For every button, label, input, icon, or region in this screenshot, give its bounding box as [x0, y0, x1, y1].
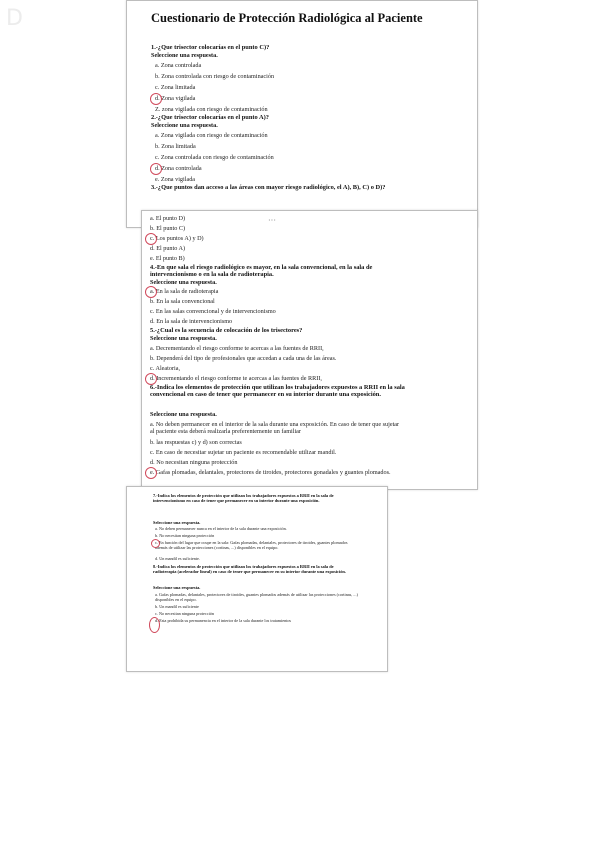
- question-5-option-b[interactable]: b. Dependerá del tipo de profesionales que accedan a cada una de las áreas.: [150, 355, 337, 362]
- question-2-option-d[interactable]: d. Zona controlada: [155, 165, 202, 172]
- question-8-option-a[interactable]: a. Gafas plomadas, delantales, protectores de tiroides, guantes plomados además de utilizar las protecciones (cortinas, ...) disponibles en el equipo.: [155, 592, 358, 602]
- question-1-option-c[interactable]: c. Zona limitada: [155, 84, 196, 91]
- question-2-option-b[interactable]: b. Zona limitada: [155, 143, 196, 150]
- question-3-option-a[interactable]: a. El punto D): [150, 215, 186, 222]
- question-4-option-c[interactable]: c. En las salas convencional y de intervencionismo: [150, 308, 276, 315]
- question-2-option-c[interactable]: c. Zona controlada con riesgo de contaminación: [155, 154, 274, 161]
- question-4-option-d[interactable]: d. En la sala de intervencionismo: [150, 318, 233, 325]
- question-1-option-e[interactable]: Z. zona vigilada con riesgo de contaminación: [155, 106, 268, 113]
- question-1-text: 1.-¿Que trisector colocarías en el punto C)?: [151, 44, 270, 51]
- question-2-option-e[interactable]: e. Zona vigilada: [155, 176, 196, 183]
- question-8-text: 8.-Indica los elementos de protección que utilizan los trabajadores expuestos a RRII en la sala de radioterapia (acelerador lineal) en caso de tener que permanecer en su interior durante una exposición.: [153, 564, 346, 574]
- question-4-text: 4.-En que sala el riesgo radiológico es mayor, en la sala convencional, en la sala de intervencionismo o en la sala de radioterapia.: [150, 264, 373, 279]
- page-sheet-3: [126, 486, 388, 672]
- question-5-text: 5.-¿Cual es la secuencia de colocación de los trisectores?: [150, 327, 303, 334]
- answer-mark-circle: [150, 163, 162, 175]
- page-sheet-1: [126, 0, 478, 228]
- question-2-option-a[interactable]: a. Zona vigilada con riesgo de contaminación: [155, 132, 268, 139]
- question-6-option-d[interactable]: d. No necesitan ninguna protección: [150, 459, 238, 466]
- question-3-option-e[interactable]: e. El punto B): [150, 255, 185, 262]
- question-6-select-label: Seleccione una respuesta.: [150, 411, 217, 418]
- question-8-option-c[interactable]: c. No necesitan ninguna protección: [155, 611, 214, 616]
- question-7-text: 7.-Indica los elementos de protección que utilizan los trabajadores expuestos a RRII en la sala de intervencionismo en caso de tener que permanecer en su interior durante una exposición.: [153, 493, 334, 503]
- answer-mark-circle: [145, 286, 157, 298]
- question-4-select-label: Seleccione una respuesta.: [150, 279, 217, 286]
- question-3-option-c[interactable]: c. Los puntos A) y D): [150, 235, 204, 242]
- question-1-option-a[interactable]: a. Zona controlada: [155, 62, 202, 69]
- question-7-option-b[interactable]: b. No necesitan ninguna protección: [155, 533, 215, 538]
- question-6-option-e[interactable]: e. Gafas plomadas, delantales, protectores de tiroides, protectores gonadales y guantes plomados.: [150, 469, 391, 476]
- question-6-text: 6.-Indica los elementos de protección que utilizan los trabajadores expuestos a RRII en la sala convencional en caso de tener que permanecer en su interior durante una exposición.: [150, 384, 405, 399]
- document-title: Cuestionario de Protección Radiológica al Paciente: [151, 11, 423, 25]
- question-6-option-b[interactable]: b. las respuestas c) y d) son correctas: [150, 439, 242, 446]
- question-3-option-d[interactable]: d. El punto A): [150, 245, 186, 252]
- question-8-option-d[interactable]: d. Esta prohibida su permanencia en el interior de la sala durante los tratamientos: [155, 618, 292, 623]
- question-5-option-c[interactable]: c. Aleatoria,: [150, 365, 181, 372]
- question-6-option-c[interactable]: c. En caso de necesitar sujetar un paciente es recomendable utilizar mandil.: [150, 449, 337, 456]
- question-5-option-a[interactable]: a. Decrementando el riesgo conforme te acercas a las fuentes de RRII,: [150, 345, 324, 352]
- question-3-option-b[interactable]: b. El punto C): [150, 225, 186, 232]
- question-8-select-label: Seleccione una respuesta.: [153, 585, 201, 590]
- question-5-option-d[interactable]: d. Incrementando el riesgo conforme te acercas a las fuentes de RRII,: [150, 375, 322, 382]
- more-ellipsis-icon: ···: [268, 216, 276, 225]
- answer-mark-circle: [145, 373, 157, 385]
- answer-mark-circle: [145, 233, 157, 245]
- answer-mark-circle: [149, 617, 160, 633]
- question-1-option-d[interactable]: d. Zona vigilada: [155, 95, 196, 102]
- question-7-option-d[interactable]: d. Un mandil es suficiente.: [155, 556, 200, 561]
- answer-mark-circle: [151, 539, 160, 548]
- background-letter-d: D: [6, 6, 23, 31]
- answer-mark-circle: [145, 467, 157, 479]
- question-7-select-label: Seleccione una respuesta.: [153, 520, 201, 525]
- question-1-select-label: Seleccione una respuesta.: [151, 52, 218, 59]
- question-1-option-b[interactable]: b. Zona controlada con riesgo de contaminación: [155, 73, 275, 80]
- page-sheet-2: [141, 210, 478, 490]
- question-7-option-c[interactable]: c. En función del lugar que ocupe en la sala: Gafas plomadas, delantales, protectores de tiroides, guantes plomados además de utilizar las protecciones (cortinas, ...) disponibles en el equipo.: [155, 540, 348, 550]
- question-6-option-a[interactable]: a. No deben permanecer en el interior de la sala durante una exposición. En caso de tener que sujetar al paciente esta deberá realizarla preferentemente un familiar: [150, 421, 400, 435]
- question-8-option-b[interactable]: b. Un mandil es suficiente: [155, 604, 199, 609]
- answer-mark-circle: [150, 93, 162, 105]
- question-2-select-label: Seleccione una respuesta.: [151, 122, 218, 129]
- question-4-option-a[interactable]: a. En la sala de radioterapia: [150, 288, 219, 295]
- question-5-select-label: Seleccione una respuesta.: [150, 335, 217, 342]
- question-7-option-a[interactable]: a. No deben permanecer nunca en el interior de la sala durante una exposición.: [155, 526, 287, 531]
- question-3-text: 3.-¿Que puntos dan acceso a las áreas con mayor riesgo radiológico, el A), B), C) o D)?: [151, 184, 386, 191]
- question-2-text: 2.-¿Que trisector colocarías en el punto A)?: [151, 114, 269, 121]
- question-4-option-b[interactable]: b. En la sala convencional: [150, 298, 215, 305]
